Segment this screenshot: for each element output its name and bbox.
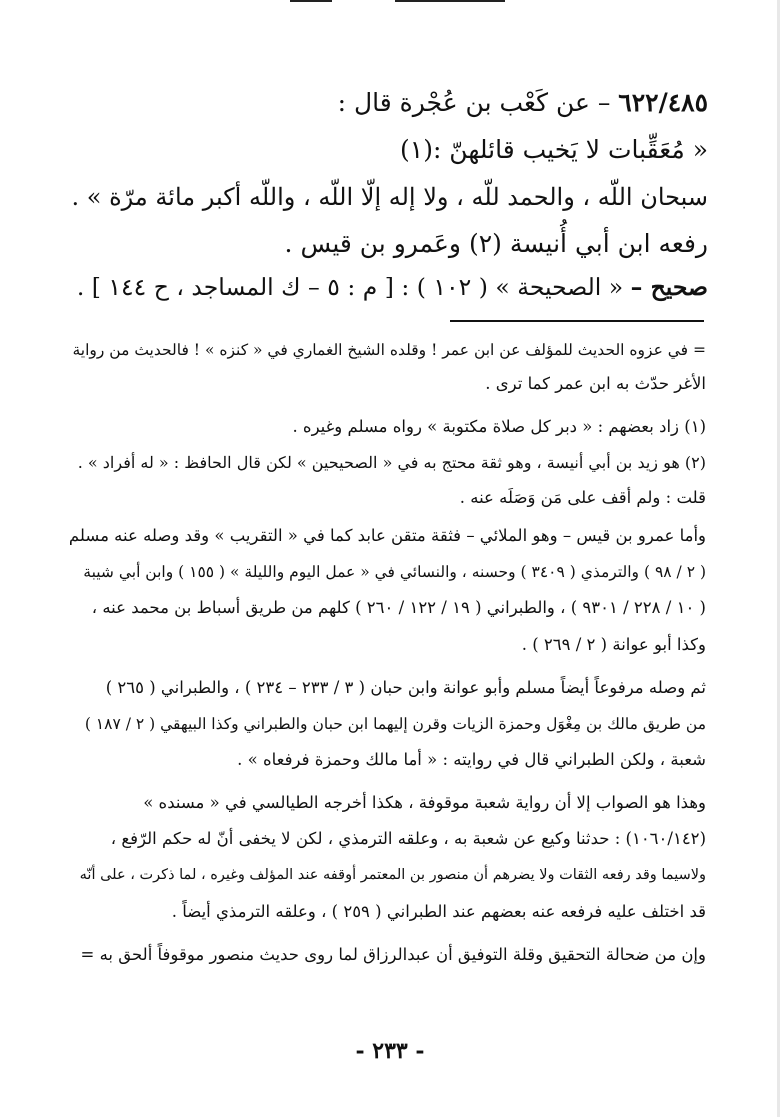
footnote-line: الأغر حدّث به ابن عمر كما ترى . xyxy=(485,374,706,393)
grade-label: صحيح – xyxy=(630,273,708,301)
page-number: - ٢٣٣ - xyxy=(355,1038,425,1064)
footnote-line: شعبة ، ولكن الطبراني قال في روايته : « أما مالك وحمزة فرفعاه » . xyxy=(237,750,706,769)
footnote-line: من طريق مالك بن مِغْوَل وحمزة الزيات وقرن إليهما ابن حبان والطبراني وكذا البيهقي ( ٢ / ١٨٧ ) xyxy=(84,715,706,733)
hadith-grade xyxy=(77,270,708,304)
footnote-line: وإن من ضحالة التحقيق وقلة التوفيق أن عبدالرزاق لما روى حديث منصور موقوفاً ألحق به = xyxy=(80,945,706,964)
footnote-line: وكذا أبو عوانة ( ٢ / ٢٦٩ ) . xyxy=(521,635,706,654)
hadith-number: ٦٢٢/٤٨٥ xyxy=(618,88,708,117)
footnote-separator xyxy=(450,320,704,322)
footnote-line: وأما عمرو بن قيس – وهو الملائي – فثقة متقن عابد كما في « التقريب » وقد وصله عنه مسلم xyxy=(68,526,706,545)
footnote-line: (٢) هو زيد بن أبي أنيسة ، وهو ثقة محتج به في « الصحيحين » لكن قال الحافظ : « له أفراد » . xyxy=(77,453,706,472)
footnote-line: (١٠٦٠/١٤٢) : حدثنا وكيع عن شعبة به ، وعلقه الترمذي ، لكن لا يخفى أنّ له حكم الرّفع ، xyxy=(110,829,706,848)
footnote-line: ( ١٠ / ٢٢٨ / ٩٣٠١ ) ، والطبراني ( ١٩ / ١٢٢ / ٢٦٠ ) كلهم من طريق أسباط بن محمد عنه ، xyxy=(91,598,706,617)
footnote-line: قلت : ولم أقف على مَن وَصَلَه عنه . xyxy=(459,488,706,507)
hadith-text-line: سبحان اللّه ، والحمد للّه ، ولا إله إلّا اللّه ، واللّه أكبر مائة مرّة » . xyxy=(71,183,708,211)
hadith-heading xyxy=(338,86,708,120)
hadith-text-line: رفعه ابن أبي أُنيسة (٢) وعَمرو بن قيس . xyxy=(284,229,708,258)
footnote-line: (١) زاد بعضهم : « دبر كل صلاة مكتوبة » رواه مسلم وغيره . xyxy=(292,417,706,436)
footnote-line: ( ٢ / ٩٨ ) والترمذي ( ٣٤٠٩ ) وحسنه ، والنسائي في « عمل اليوم والليلة » ( ١٥٥ ) وابن أبي شيبة xyxy=(83,563,706,581)
hadith-text-line: « مُعَقِّبات لا يَخيب قائلهنّ :(١) xyxy=(399,135,708,164)
footnote-line: ولاسيما وقد رفعه الثقات ولا يضرهم أن منصور بن المعتمر أوقفه عند المؤلف وغيره ، لما ذكرت ، على أنّه xyxy=(79,867,706,883)
footnote-line: = في عزوه الحديث للمؤلف عن ابن عمر ! وقلده الشيخ الغماري في « كنزه » ! فالحديث من رواية xyxy=(72,341,706,359)
grade-source: « الصحيحة » ( ١٠٢ ) : [ م : ٥ – ك المساجد ، ح ١٤٤ ] . xyxy=(76,273,624,301)
footnote-line: ثم وصله مرفوعاً أيضاً مسلم وأبو عوانة وابن حبان ( ٣ / ٢٣٣ – ٢٣٤ ) ، والطبراني ( ٢٦٥ ) xyxy=(105,678,706,697)
hadith-narrator: – عن كَعْب بن عُجْرة قال : xyxy=(337,88,611,117)
top-edge-mark xyxy=(395,0,505,2)
footnote-line: قد اختلف عليه فرفعه عنه بعضهم عند الطبراني ( ٢٥٩ ) ، وعلقه الترمذي أيضاً . xyxy=(171,902,706,921)
footnote-line: وهذا هو الصواب إلا أن رواية شعبة موقوفة ، هكذا أخرجه الطيالسي في « مسنده » xyxy=(143,793,706,812)
top-edge-mark xyxy=(290,0,332,2)
